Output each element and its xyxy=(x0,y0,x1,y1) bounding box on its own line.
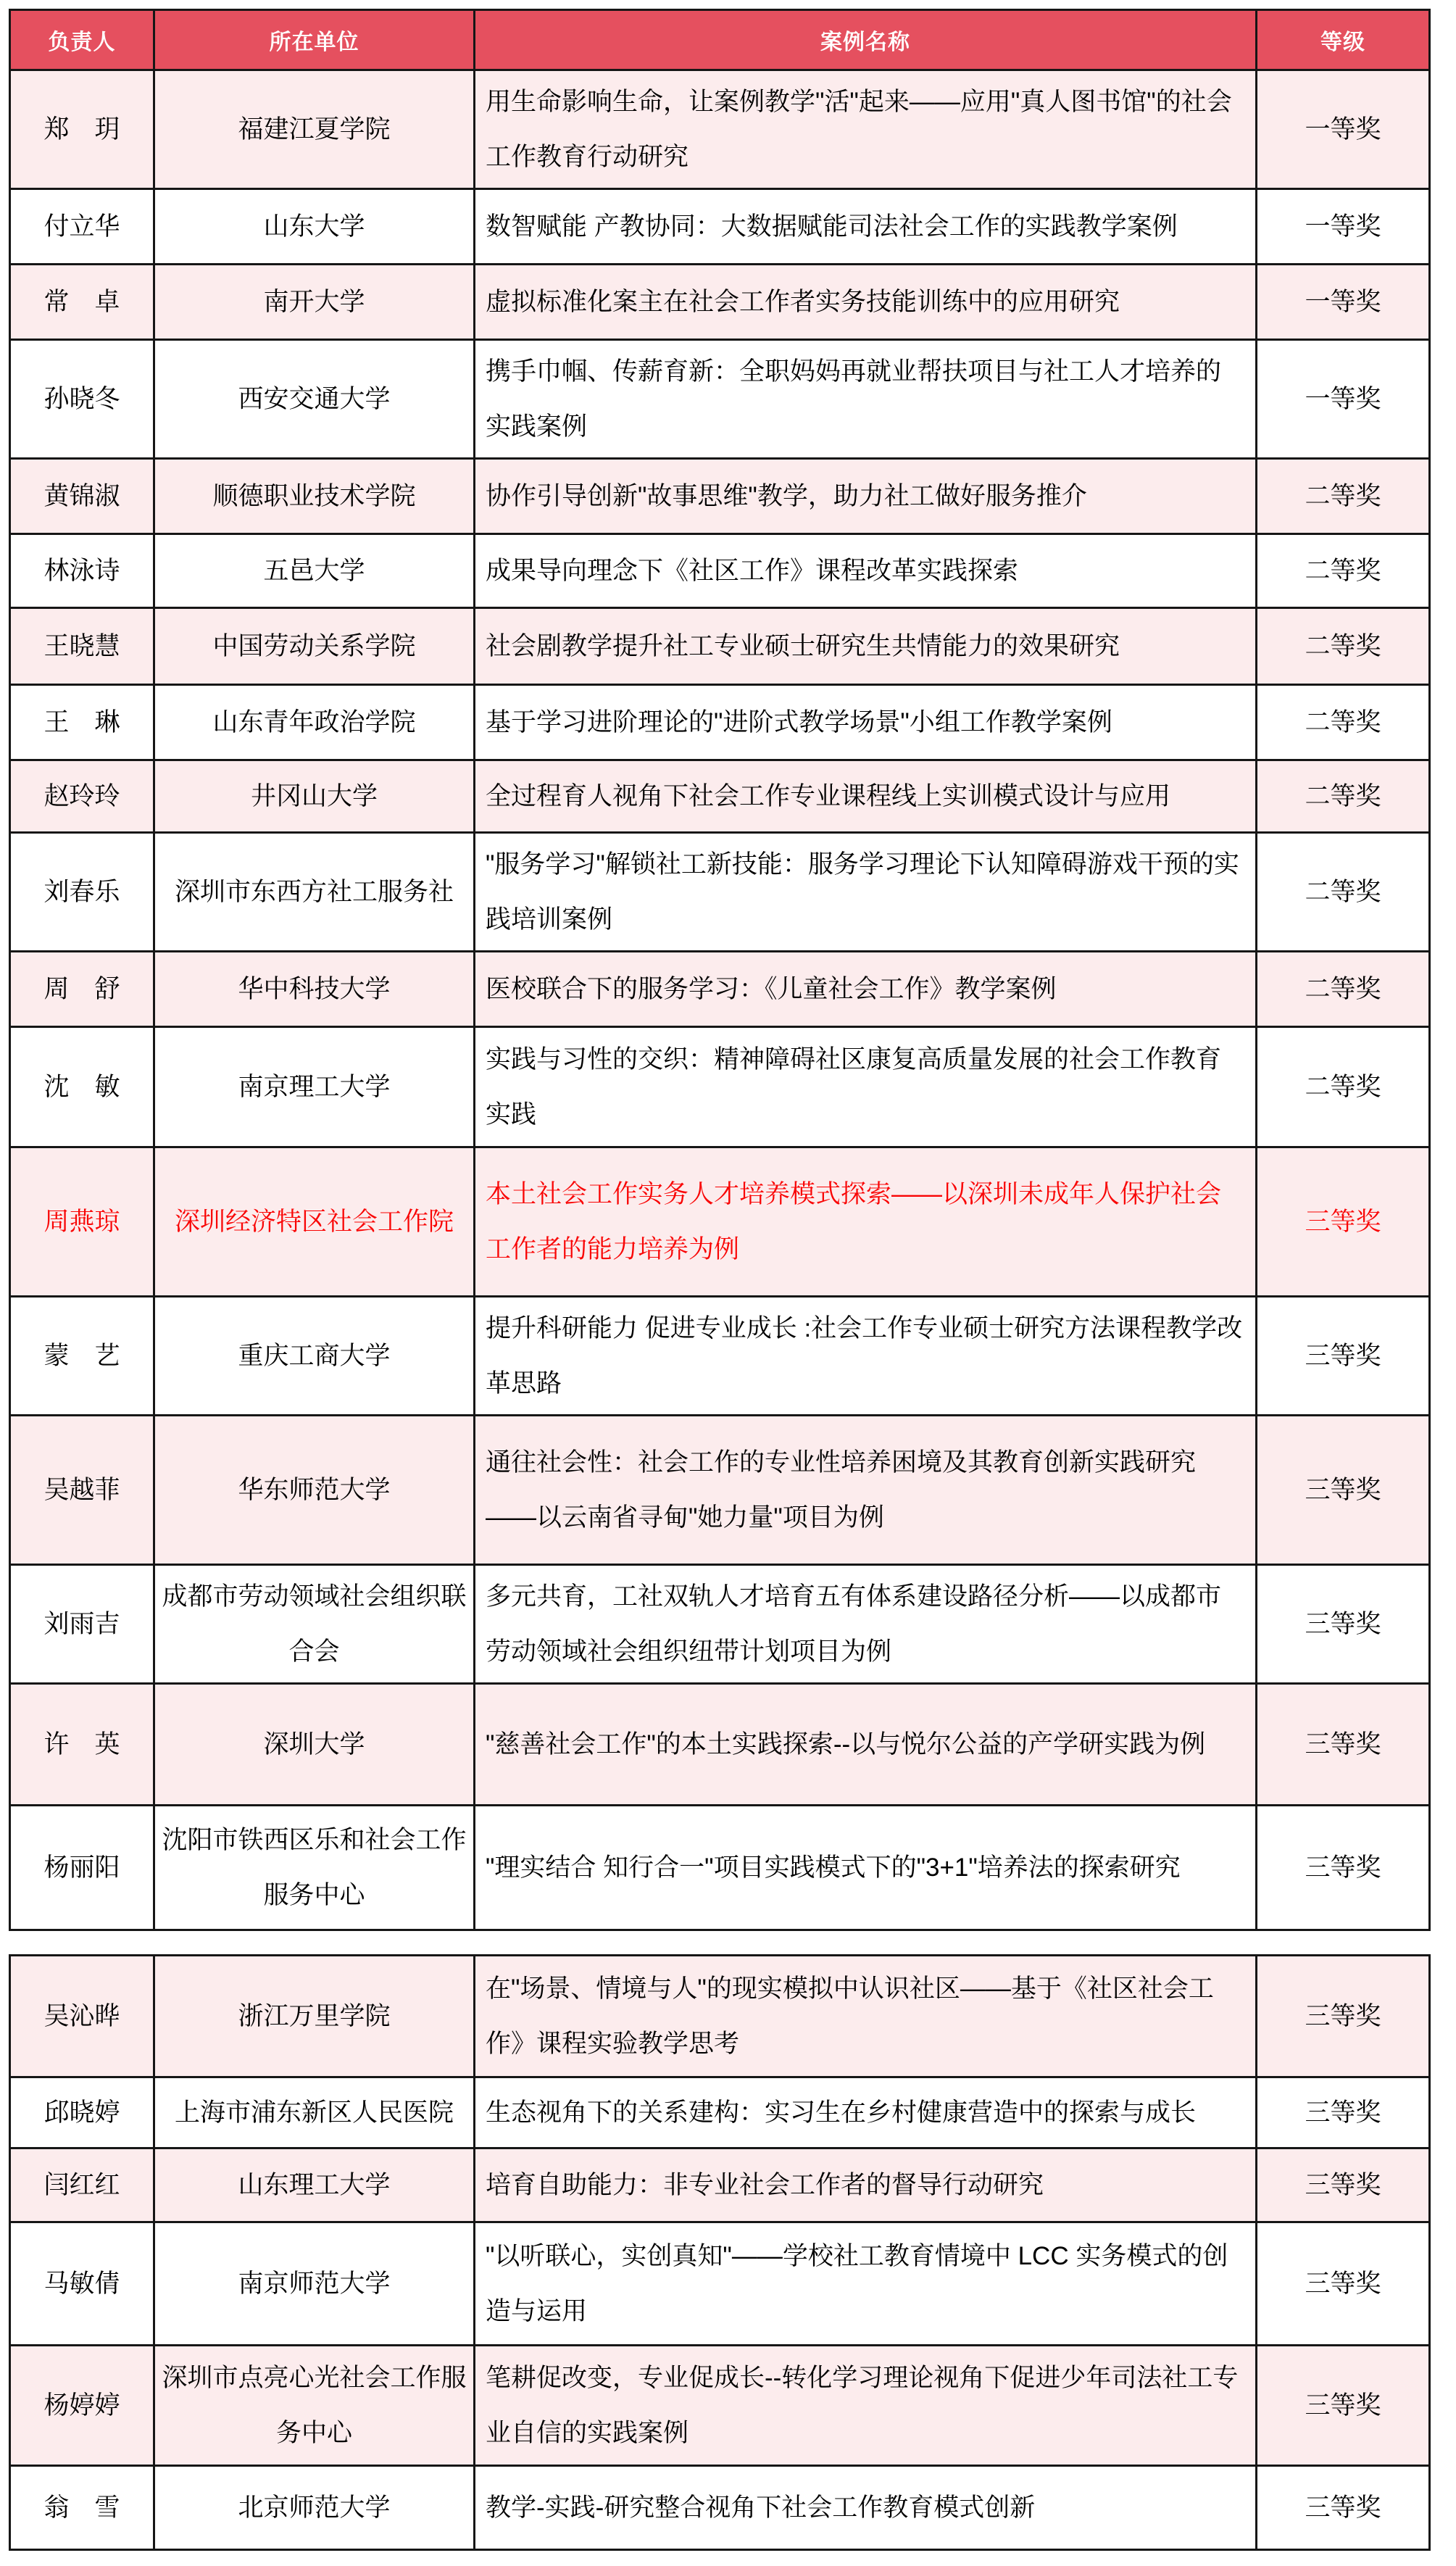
award-grade: 三等奖 xyxy=(1257,2346,1430,2466)
case-title: 社会剧教学提升社工专业硕士研究生共情能力的效果研究 xyxy=(475,608,1257,685)
person-name: 马敏倩 xyxy=(10,2222,154,2346)
case-title: 培育自助能力：非专业社会工作者的督导行动研究 xyxy=(475,2148,1257,2222)
person-name: 吴越菲 xyxy=(10,1416,154,1565)
person-name: 郑 玥 xyxy=(10,70,154,189)
table-row xyxy=(10,340,1430,459)
case-title: 基于学习进阶理论的"进阶式教学场景"小组工作教学案例 xyxy=(475,685,1257,760)
case-title: 生态视角下的关系建构：实习生在乡村健康营造中的探索与成长 xyxy=(475,2077,1257,2148)
person-name: 邱晓婷 xyxy=(10,2077,154,2148)
case-title: "服务学习"解锁社工新技能：服务学习理论下认知障碍游戏干预的实践培训案例 xyxy=(475,833,1257,952)
case-title: "慈善社会工作"的本土实践探索--以与悦尔公益的产学研实践为例 xyxy=(475,1684,1257,1806)
award-grade: 二等奖 xyxy=(1257,1027,1430,1147)
person-name: 蒙 艺 xyxy=(10,1297,154,1416)
table-row xyxy=(10,1297,1430,1416)
unit-name: 重庆工商大学 xyxy=(154,1297,475,1416)
table-row xyxy=(10,608,1430,685)
case-title: 全过程育人视角下社会工作专业课程线上实训模式设计与应用 xyxy=(475,760,1257,833)
person-name: 闫红红 xyxy=(10,2148,154,2222)
person-name: 赵玲玲 xyxy=(10,760,154,833)
case-title: 提升科研能力 促进专业成长 :社会工作专业硕士研究方法课程教学改革思路 xyxy=(475,1297,1257,1416)
award-grade: 一等奖 xyxy=(1257,189,1430,265)
unit-name: 浙江万里学院 xyxy=(154,1956,475,2077)
case-title: 本土社会工作实务人才培养模式探索——以深圳未成年人保护社会工作者的能力培养为例 xyxy=(475,1147,1257,1297)
award-grade: 三等奖 xyxy=(1257,1565,1430,1684)
person-name: 周 舒 xyxy=(10,952,154,1027)
person-name: 孙晓冬 xyxy=(10,340,154,459)
unit-name: 南京师范大学 xyxy=(154,2222,475,2346)
person-name: 许 英 xyxy=(10,1684,154,1806)
award-grade: 二等奖 xyxy=(1257,459,1430,534)
unit-name: 山东大学 xyxy=(154,189,475,265)
award-grade: 三等奖 xyxy=(1257,1416,1430,1565)
table-row-highlighted xyxy=(10,1147,1430,1297)
award-grade: 三等奖 xyxy=(1257,2466,1430,2550)
award-grade: 二等奖 xyxy=(1257,534,1430,608)
table-row xyxy=(10,1684,1430,1806)
person-name: 刘雨吉 xyxy=(10,1565,154,1684)
unit-name: 深圳大学 xyxy=(154,1684,475,1806)
table-row xyxy=(10,1027,1430,1147)
unit-name: 沈阳市铁西区乐和社会工作服务中心 xyxy=(154,1806,475,1930)
case-title: 实践与习性的交织：精神障碍社区康复高质量发展的社会工作教育实践 xyxy=(475,1027,1257,1147)
table-row xyxy=(10,952,1430,1027)
case-title: 成果导向理念下《社区工作》课程改革实践探索 xyxy=(475,534,1257,608)
case-title: 在"场景、情境与人"的现实模拟中认识社区——基于《社区社会工作》课程实验教学思考 xyxy=(475,1956,1257,2077)
case-title: 协作引导创新"故事思维"教学，助力社工做好服务推介 xyxy=(475,459,1257,534)
award-grade: 一等奖 xyxy=(1257,70,1430,189)
award-grade: 一等奖 xyxy=(1257,265,1430,340)
case-title: 通往社会性：社会工作的专业性培养困境及其教育创新实践研究——以云南省寻甸"她力量"项目为例 xyxy=(475,1416,1257,1565)
table-row xyxy=(10,534,1430,608)
person-name: 王 琳 xyxy=(10,685,154,760)
person-name: 常 卓 xyxy=(10,265,154,340)
award-grade: 三等奖 xyxy=(1257,1684,1430,1806)
person-name: 刘春乐 xyxy=(10,833,154,952)
case-title: 数智赋能 产教协同：大数据赋能司法社会工作的实践教学案例 xyxy=(475,189,1257,265)
col-header-grade: 等级 xyxy=(1257,10,1430,70)
table-row xyxy=(10,2077,1430,2148)
unit-name: 上海市浦东新区人民医院 xyxy=(154,2077,475,2148)
unit-name: 深圳市东西方社工服务社 xyxy=(154,833,475,952)
award-grade: 三等奖 xyxy=(1257,1956,1430,2077)
award-grade: 三等奖 xyxy=(1257,2077,1430,2148)
unit-name: 深圳经济特区社会工作院 xyxy=(154,1147,475,1297)
unit-name: 成都市劳动领域社会组织联合会 xyxy=(154,1565,475,1684)
table-row xyxy=(10,1956,1430,2077)
case-title: "以听联心，实创真知"——学校社工教育情境中 LCC 实务模式的创造与运用 xyxy=(475,2222,1257,2346)
table-row xyxy=(10,459,1430,534)
table-row xyxy=(10,833,1430,952)
award-grade: 三等奖 xyxy=(1257,2222,1430,2346)
unit-name: 福建江夏学院 xyxy=(154,70,475,189)
awards-table-continued xyxy=(9,1954,1431,2551)
award-grade: 三等奖 xyxy=(1257,1297,1430,1416)
unit-name: 五邑大学 xyxy=(154,534,475,608)
table-row xyxy=(10,2346,1430,2466)
table-row xyxy=(10,1565,1430,1684)
col-header-unit: 所在单位 xyxy=(154,10,475,70)
case-title: 笔耕促改变，专业促成长--转化学习理论视角下促进少年司法社工专业自信的实践案例 xyxy=(475,2346,1257,2466)
person-name: 吴沁晔 xyxy=(10,1956,154,2077)
unit-name: 华中科技大学 xyxy=(154,952,475,1027)
person-name: 沈 敏 xyxy=(10,1027,154,1147)
col-header-person: 负责人 xyxy=(10,10,154,70)
unit-name: 山东青年政治学院 xyxy=(154,685,475,760)
unit-name: 井冈山大学 xyxy=(154,760,475,833)
case-title: 用生命影响生命，让案例教学"活"起来——应用"真人图书馆"的社会工作教育行动研究 xyxy=(475,70,1257,189)
award-grade: 二等奖 xyxy=(1257,952,1430,1027)
table-row xyxy=(10,2222,1430,2346)
awards-table-main xyxy=(9,9,1431,1931)
case-title: 教学-实践-研究整合视角下社会工作教育模式创新 xyxy=(475,2466,1257,2550)
case-title: 医校联合下的服务学习：《儿童社会工作》教学案例 xyxy=(475,952,1257,1027)
case-title: 多元共育，工社双轨人才培育五有体系建设路径分析——以成都市劳动领域社会组织纽带计划项目为例 xyxy=(475,1565,1257,1684)
table-row xyxy=(10,265,1430,340)
case-title: 虚拟标准化案主在社会工作者实务技能训练中的应用研究 xyxy=(475,265,1257,340)
table-separator xyxy=(9,1931,1428,1954)
award-grade: 一等奖 xyxy=(1257,340,1430,459)
award-grade: 三等奖 xyxy=(1257,1806,1430,1930)
award-grade: 三等奖 xyxy=(1257,1147,1430,1297)
person-name: 黄锦淑 xyxy=(10,459,154,534)
person-name: 翁 雪 xyxy=(10,2466,154,2550)
award-grade: 三等奖 xyxy=(1257,2148,1430,2222)
table-row xyxy=(10,1806,1430,1930)
person-name: 林泳诗 xyxy=(10,534,154,608)
person-name: 杨丽阳 xyxy=(10,1806,154,1930)
unit-name: 南京理工大学 xyxy=(154,1027,475,1147)
case-title: "理实结合 知行合一"项目实践模式下的"3+1"培养法的探索研究 xyxy=(475,1806,1257,1930)
unit-name: 深圳市点亮心光社会工作服务中心 xyxy=(154,2346,475,2466)
unit-name: 北京师范大学 xyxy=(154,2466,475,2550)
person-name: 周燕琼 xyxy=(10,1147,154,1297)
person-name: 杨婷婷 xyxy=(10,2346,154,2466)
case-title: 携手巾帼、传薪育新：全职妈妈再就业帮扶项目与社工人才培养的实践案例 xyxy=(475,340,1257,459)
table-row xyxy=(10,1416,1430,1565)
award-grade: 二等奖 xyxy=(1257,685,1430,760)
unit-name: 山东理工大学 xyxy=(154,2148,475,2222)
table-row xyxy=(10,70,1430,189)
award-grade: 二等奖 xyxy=(1257,608,1430,685)
unit-name: 顺德职业技术学院 xyxy=(154,459,475,534)
table-row xyxy=(10,760,1430,833)
table-row xyxy=(10,2466,1430,2550)
unit-name: 西安交通大学 xyxy=(154,340,475,459)
table-row xyxy=(10,2148,1430,2222)
award-grade: 二等奖 xyxy=(1257,760,1430,833)
unit-name: 华东师范大学 xyxy=(154,1416,475,1565)
unit-name: 南开大学 xyxy=(154,265,475,340)
unit-name: 中国劳动关系学院 xyxy=(154,608,475,685)
header-row xyxy=(10,10,1430,70)
table-row xyxy=(10,189,1430,265)
table-row xyxy=(10,685,1430,760)
person-name: 王晓慧 xyxy=(10,608,154,685)
award-grade: 二等奖 xyxy=(1257,833,1430,952)
person-name: 付立华 xyxy=(10,189,154,265)
col-header-case: 案例名称 xyxy=(475,10,1257,70)
